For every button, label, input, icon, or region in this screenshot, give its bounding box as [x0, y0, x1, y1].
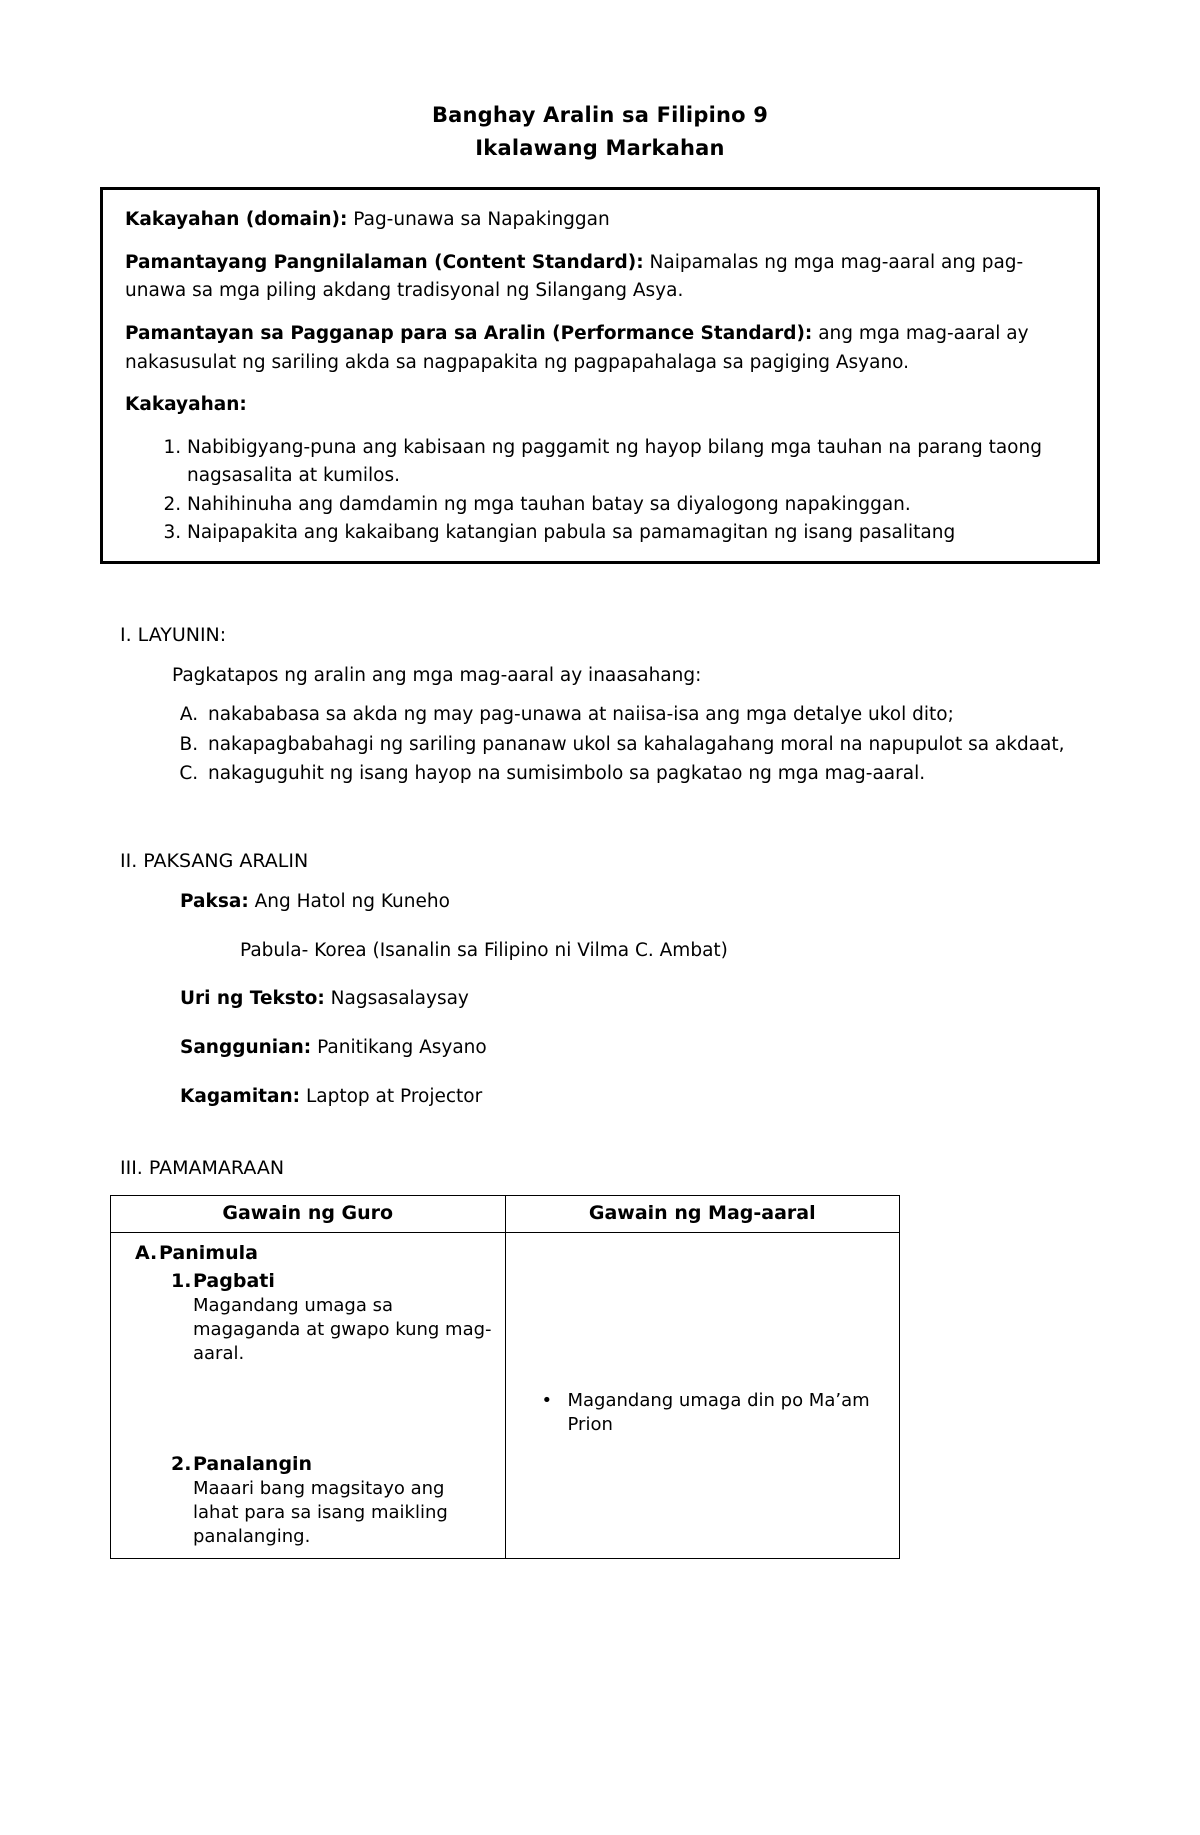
- kagamitan-line: [100, 1083, 1100, 1112]
- section-one-heading: I. LAYUNIN:: [120, 624, 227, 647]
- performance-standard-value: ang mga mag-aaral ay nakasusulat ng sariling akda sa nagpapakita ng pagpapahalaga sa pagiging Asyano.: [125, 323, 1029, 373]
- teacher-item-2-body: Maaari bang magsitayo ang lahat para sa isang maikling panalanging.: [193, 1478, 448, 1547]
- teacher-item-2: [121, 1452, 495, 1478]
- kagamitan-value: Laptop at Projector: [305, 1085, 483, 1107]
- uri-value: Nagsasalaysay: [330, 988, 469, 1010]
- uri-label: Uri ng Teksto:: [180, 988, 325, 1010]
- standards-box: [100, 187, 1100, 564]
- table-header-row: [111, 1196, 900, 1233]
- competency-list: [125, 434, 1075, 547]
- performance-standard-label: Pamantayan sa Pagganap para sa Aralin (Performance Standard):: [125, 323, 813, 345]
- sanggunian-label: Sanggunian:: [180, 1037, 312, 1059]
- competency-heading: [125, 391, 1075, 420]
- section-layunin: [100, 624, 1100, 788]
- competency-label: Kakayahan:: [125, 394, 247, 416]
- performance-standard-line: [125, 320, 1075, 377]
- procedure-table: [110, 1195, 900, 1559]
- teacher-item-1: [121, 1269, 495, 1295]
- page-title: Banghay Aralin sa Filipino 9: [431, 103, 769, 127]
- teacher-item-1-body: Magandang umaga sa magaganda at gwapo kung mag-aaral.: [193, 1295, 492, 1364]
- paksa-line: [100, 888, 1100, 917]
- section-three-heading: III. PAMAMARAAN: [120, 1157, 285, 1180]
- title-block: [100, 100, 1100, 165]
- domain-value: Pag-unawa sa Napakinggan: [353, 209, 610, 231]
- column-header-teacher: Gawain ng Guro: [111, 1196, 506, 1233]
- domain-label: Kakayahan (domain):: [125, 209, 348, 231]
- table-row: [111, 1233, 900, 1559]
- spacer: [100, 1131, 1100, 1157]
- student-activity-cell: [505, 1233, 900, 1559]
- uri-line: [100, 985, 1100, 1014]
- section-two-heading-text: II. PAKSANG ARALIN: [120, 850, 309, 873]
- paksa-label: Paksa:: [180, 891, 249, 913]
- spacer: [100, 806, 1100, 850]
- teacher-section-a-number: A.: [135, 1242, 158, 1265]
- teacher-item-2-label: Panalangin: [193, 1452, 313, 1475]
- list-item: C. nakaguguhit ng isang hayop na sumisimbolo sa pagkatao ng mga mag-aaral.: [204, 760, 1100, 788]
- sanggunian-value: Panitikang Asyano: [317, 1037, 487, 1059]
- spacer: [121, 1366, 495, 1450]
- list-item: 1. Nabibigyang-puna ang kabisaan ng paggamit ng hayop bilang mga tauhan na parang taong nagsasalita at kumilos.: [187, 434, 1075, 490]
- content-standard-label: Pamantayang Pangnilalaman (Content Standard):: [125, 251, 644, 273]
- teacher-item-1-label: Pagbati: [193, 1269, 275, 1292]
- section-pamamaraan: [100, 1157, 1100, 1559]
- section-paksang-aralin: [100, 850, 1100, 1111]
- content-standard-value: Naipamalas ng mga mag-aaral ang pag-unawa sa mga piling akdang tradisyonal ng Silangang Asya.: [125, 251, 1024, 302]
- teacher-item-2-number: 2.: [171, 1452, 192, 1475]
- section-two-heading: [100, 850, 1100, 872]
- paksa-sub-line: Pabula- Korea (Isanalin sa Filipino ni Vilma C. Ambat): [240, 939, 728, 961]
- sanggunian-line: [100, 1034, 1100, 1063]
- objectives-list: [100, 701, 1100, 788]
- section-one-intro: Pagkatapos ng aralin ang mga mag-aaral ay inaasahang:: [172, 665, 702, 687]
- student-response-text: Magandang umaga din po Ma’am Prion: [567, 1390, 870, 1436]
- list-item: 2. Nahihinuha ang damdamin ng mga tauhan batay sa diyalogong napakinggan.: [187, 491, 1075, 519]
- teacher-section-a-label: Panimula: [159, 1242, 258, 1265]
- teacher-activity-cell: [111, 1233, 506, 1559]
- paksa-value: Ang Hatol ng Kuneho: [254, 891, 450, 913]
- teacher-section-a: [121, 1241, 495, 1267]
- teacher-item-1-number: 1.: [171, 1269, 192, 1292]
- domain-line: [125, 206, 1075, 235]
- content-standard-line: [125, 249, 1075, 306]
- student-response-row: [516, 1389, 890, 1438]
- kagamitan-label: Kagamitan:: [180, 1085, 301, 1107]
- list-item: 3. Naipapakita ang kakaibang katangian pabula sa pamamagitan ng isang pasalitang: [187, 519, 1075, 547]
- page-subtitle: Ikalawang Markahan: [475, 135, 725, 160]
- bullet-icon: •: [541, 1390, 553, 1412]
- column-header-student: Gawain ng Mag-aaral: [505, 1196, 900, 1233]
- list-item: B. nakapagbabahagi ng sariling pananaw ukol sa kahalagahang moral na napupulot sa akdaat,: [204, 731, 1100, 759]
- student-response-wrap: [516, 1239, 890, 1438]
- list-item: A. nakababasa sa akda ng may pag-unawa at naiisa-isa ang mga detalye ukol dito;: [204, 701, 1100, 729]
